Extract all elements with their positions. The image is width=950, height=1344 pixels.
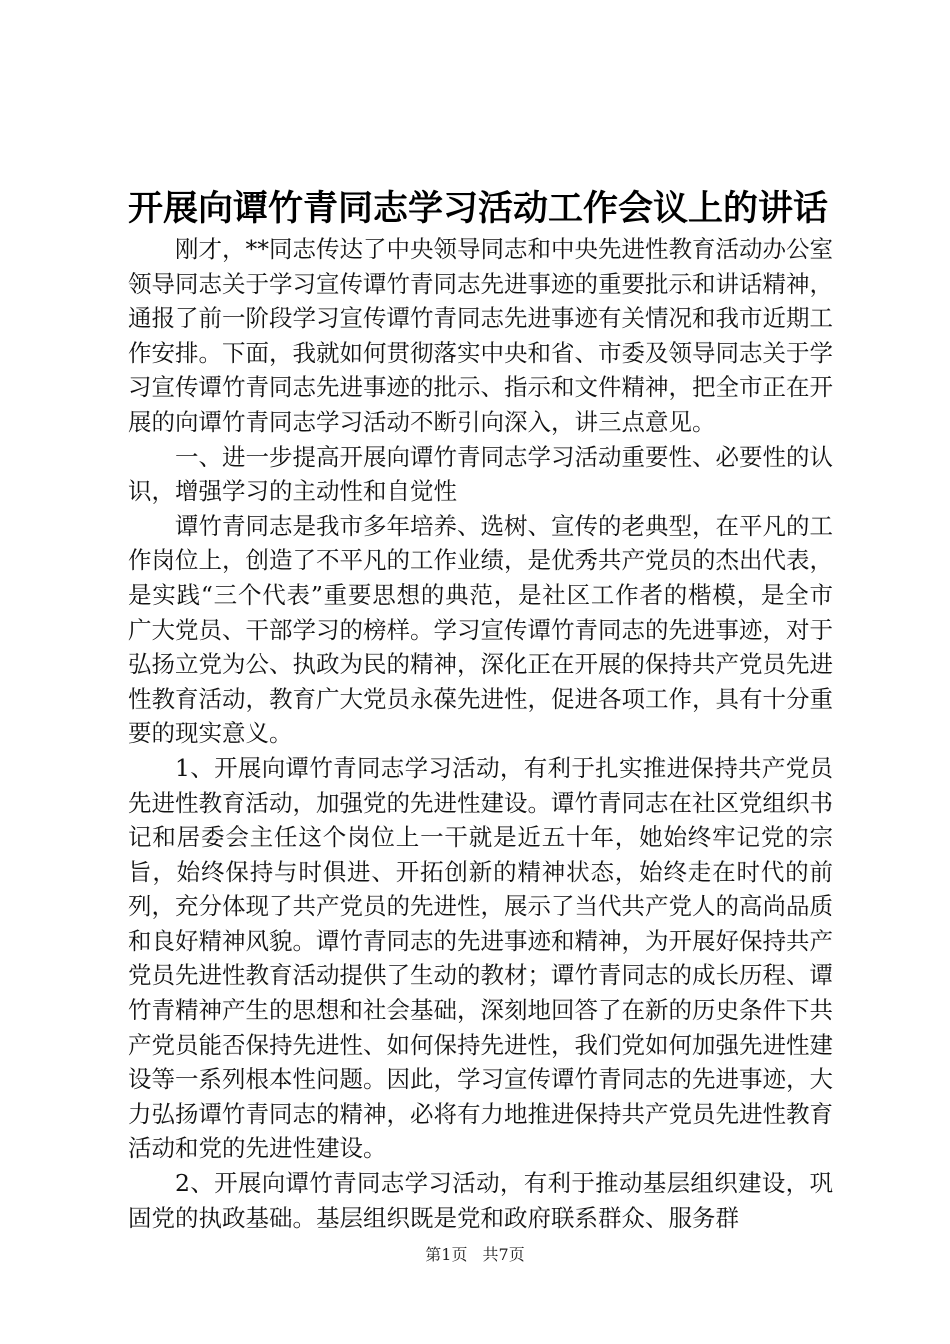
document-body [128,232,833,1235]
document-title: 开展向谭竹青同志学习活动工作会议上的讲话 [128,188,829,229]
body-paragraph: 1、开展向谭竹青同志学习活动，有利于扎实推进保持共产党员先进性教育活动，加强党的先进性建设。谭竹青同志在社区党组织书记和居委会主任这个岗位上一干就是近五十年，她始终牢记党的宗旨，始终保持与时俱进、开拓创新的精神状态，始终走在时代的前列，充分体现了共产党员的先进性，展示了当代共产党人的高尚品质和良好精神风貌。谭竹青同志的先进事迹和精神，为开展好保持共产党员先进性教育活动提供了生动的教材；谭竹青同志的成长历程、谭竹青精神产生的思想和社会基础，深刻地回答了在新的历史条件下共产党员能否保持先进性、如何保持先进性，我们党如何加强先进性建设等一系列根本性问题。因此，学习宣传谭竹青同志的先进事迹，大力弘扬谭竹青同志的精神，必将有力地推进保持共产党员先进性教育活动和党的先进性建设。 [128,753,833,1163]
body-paragraph: 2、开展向谭竹青同志学习活动，有利于推动基层组织建设，巩固党的执政基础。基层组织既是党和政府联系群众、服务群 [128,1169,833,1232]
section-heading: 一、进一步提高开展向谭竹青同志学习活动重要性、必要性的认识，增强学习的主动性和自觉性 [128,442,833,506]
page-total: 共7页 [482,1245,525,1264]
page-footer [0,1243,950,1267]
body-paragraph: 谭竹青同志是我市多年培养、选树、宣传的老典型，在平凡的工作岗位上，创造了不平凡的工作业绩，是优秀共产党员的杰出代表，是实践“三个代表”重要思想的典范，是社区工作者的楷模，是全市广大党员、干部学习的榜样。学习宣传谭竹青同志的先进事迹，对于弘扬立党为公、执政为民的精神，深化正在开展的保持共产党员先进性教育活动，教育广大党员永葆先进性，促进各项工作，具有十分重要的现实意义。 [128,511,833,748]
body-paragraph: 刚才，**同志传达了中央领导同志和中央先进性教育活动办公室领导同志关于学习宣传谭竹青同志先进事迹的重要批示和讲话精神，通报了前一阶段学习宣传谭竹青同志先进事迹有关情况和我市近期工作安排。下面，我就如何贯彻落实中央和省、市委及领导同志关于学习宣传谭竹青同志先进事迹的批示、指示和文件精神，把全市正在开展的向谭竹青同志学习活动不断引向深入，讲三点意见。 [128,235,833,436]
page-number: 第1页 [425,1245,468,1264]
